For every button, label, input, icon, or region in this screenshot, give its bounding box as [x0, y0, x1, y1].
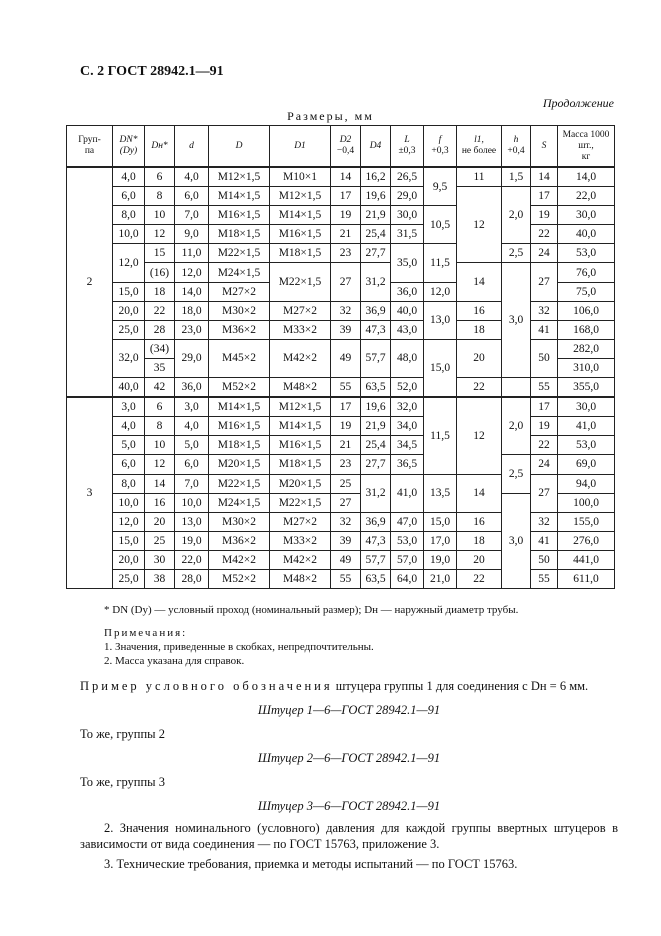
table-cell: 32,0: [113, 339, 145, 377]
table-cell: 50: [531, 339, 558, 377]
table-cell: 53,0: [391, 531, 424, 550]
table-cell: 18: [457, 320, 502, 339]
table-cell: 14,0: [175, 282, 209, 301]
col-dn: DN* (Dу): [113, 126, 145, 168]
table-cell: 1,5: [502, 167, 531, 187]
table-cell: 30,0: [558, 397, 615, 417]
table-cell: 25,0: [113, 320, 145, 339]
table-cell: 35,0: [391, 244, 424, 282]
table-cell: M16×1,5: [270, 436, 331, 455]
example-rest: штуцера группы 1 для соединения с Dн = 6 мм.: [335, 679, 589, 693]
table-cell: 6,0: [113, 455, 145, 474]
table-cell: 49: [331, 339, 361, 377]
table-row: [67, 397, 615, 417]
table-cell: 21,9: [361, 206, 391, 225]
table-cell: 13,0: [424, 301, 457, 339]
table-cell: 53,0: [558, 244, 615, 263]
table-cell: 41,0: [558, 417, 615, 436]
group-2-body: [67, 167, 615, 397]
table-cell: [502, 378, 531, 398]
table-cell: M33×2: [270, 531, 331, 550]
table-cell: 30,0: [558, 206, 615, 225]
table-row: [67, 339, 615, 358]
col-mass: Масса 1000 шт., кг: [558, 126, 615, 168]
group-label: 3: [67, 397, 113, 588]
table-row: [67, 244, 615, 263]
table-cell: 2,5: [502, 455, 531, 493]
table-cell: 69,0: [558, 455, 615, 474]
table-cell: 32: [531, 512, 558, 531]
table-cell: 32: [331, 301, 361, 320]
table-cell: M18×1,5: [270, 455, 331, 474]
table-cell: 39: [331, 320, 361, 339]
table-row: [67, 206, 615, 225]
col-group: Груп- па: [67, 126, 113, 168]
table-cell: M12×1,5: [209, 167, 270, 187]
group-3-body: [67, 397, 615, 588]
table-cell: M16×1,5: [209, 417, 270, 436]
col-L: L ±0,3: [391, 126, 424, 168]
table-cell: 15,0: [424, 339, 457, 397]
table-cell: 40,0: [558, 225, 615, 244]
table-cell: 8,0: [113, 474, 145, 493]
table-cell: 64,0: [391, 569, 424, 588]
table-cell: 3,0: [502, 493, 531, 588]
table-cell: M30×2: [209, 512, 270, 531]
table-cell: 36,9: [361, 301, 391, 320]
table-cell: 168,0: [558, 320, 615, 339]
table-cell: 34,5: [391, 436, 424, 455]
table-cell: 25: [331, 474, 361, 493]
table-cell: M45×2: [209, 339, 270, 377]
table-row: [67, 167, 615, 187]
table-cell: M42×2: [270, 339, 331, 377]
table-row: [67, 378, 615, 398]
table-cell: 31,2: [361, 474, 391, 512]
table-cell: 13,5: [424, 474, 457, 512]
table-cell: 24: [531, 244, 558, 263]
table-cell: 12,0: [424, 282, 457, 301]
table-cell: 32: [531, 301, 558, 320]
table-cell: 6,0: [175, 187, 209, 206]
table-cell: 10: [145, 206, 175, 225]
table-cell: 28,0: [175, 569, 209, 588]
table-cell: 12,0: [113, 512, 145, 531]
table-cell: 8,0: [113, 206, 145, 225]
table-row: [67, 187, 615, 206]
table-cell: 18,0: [175, 301, 209, 320]
table-cell: 14: [145, 474, 175, 493]
same-group-3: То же, группы 3: [80, 775, 165, 789]
table-cell: 12: [145, 455, 175, 474]
table-cell: 10,5: [424, 206, 457, 244]
table-cell: 52,0: [391, 378, 424, 398]
table-cell: 14: [331, 167, 361, 187]
table-cell: M14×1,5: [270, 417, 331, 436]
table-cell: 55: [331, 378, 361, 398]
table-cell: 19: [531, 417, 558, 436]
table-cell: 6: [145, 167, 175, 187]
table-row: [67, 320, 615, 339]
col-D: D: [209, 126, 270, 168]
table-cell: 27: [531, 474, 558, 512]
table-cell: 41: [531, 531, 558, 550]
table-cell: 15,0: [113, 282, 145, 301]
table-row: [67, 569, 615, 588]
table-cell: 25: [145, 531, 175, 550]
table-cell: 34,0: [391, 417, 424, 436]
table-cell: M10×1: [270, 167, 331, 187]
table-cell: M20×1,5: [270, 474, 331, 493]
table-cell: 5,0: [175, 436, 209, 455]
table-cell: 441,0: [558, 550, 615, 569]
table-cell: 9,5: [424, 167, 457, 206]
table-cell: 276,0: [558, 531, 615, 550]
table-cell: 63,5: [361, 378, 391, 398]
table-row: [67, 436, 615, 455]
dimensions-table: [66, 125, 615, 589]
col-S: S: [531, 126, 558, 168]
remarks: [104, 626, 620, 668]
table-cell: 28: [145, 320, 175, 339]
table-cell: 2,0: [502, 187, 531, 244]
remark-item: 1. Значения, приведенные в скобках, непредпочтительны.: [104, 641, 374, 653]
col-l1: l1, не более: [457, 126, 502, 168]
table-cell: 12: [145, 225, 175, 244]
table-cell: 19,6: [361, 187, 391, 206]
table-cell: 155,0: [558, 512, 615, 531]
table-cell: 57,7: [361, 339, 391, 377]
table-cell: 55: [331, 569, 361, 588]
table-cell: 23: [331, 244, 361, 263]
table-cell: 14: [531, 167, 558, 187]
remark-item: 2. Масса указана для справок.: [104, 655, 245, 667]
table-cell: M16×1,5: [209, 206, 270, 225]
table-cell: 3,0: [113, 397, 145, 417]
table-cell: M22×1,5: [270, 263, 331, 301]
table-cell: 8: [145, 417, 175, 436]
table-cell: 18: [457, 531, 502, 550]
table-cell: 12: [457, 187, 502, 263]
table-cell: 20,0: [113, 301, 145, 320]
table-cell: M22×1,5: [270, 493, 331, 512]
table-cell: 29,0: [391, 187, 424, 206]
table-cell: 15,0: [424, 512, 457, 531]
table-cell: 36,9: [361, 512, 391, 531]
table-cell: 27: [331, 493, 361, 512]
table-header: [67, 126, 615, 168]
col-D1: D1: [270, 126, 331, 168]
table-cell: M27×2: [270, 301, 331, 320]
table-cell: 21,0: [424, 569, 457, 588]
table-cell: 20,0: [113, 550, 145, 569]
table-row: [67, 417, 615, 436]
table-cell: 21,9: [361, 417, 391, 436]
table-cell: 22: [531, 225, 558, 244]
table-cell: 24: [531, 455, 558, 474]
table-cell: 4,0: [113, 167, 145, 187]
table-cell: M36×2: [209, 531, 270, 550]
table-row: [67, 301, 615, 320]
table-cell: 55: [531, 569, 558, 588]
table-cell: M14×1,5: [209, 187, 270, 206]
table-cell: 16: [457, 301, 502, 320]
table-cell: 40,0: [391, 301, 424, 320]
table-cell: 19: [331, 206, 361, 225]
group-label: 2: [67, 167, 113, 397]
table-cell: 94,0: [558, 474, 615, 493]
designation-1: Штуцер 1—6—ГОСТ 28942.1—91: [257, 703, 441, 717]
table-cell: M20×1,5: [209, 455, 270, 474]
table-cell: 22: [457, 569, 502, 588]
table-cell: 27: [331, 263, 361, 301]
table-cell: 106,0: [558, 301, 615, 320]
table-cell: (34): [145, 339, 175, 358]
table-cell: 36,0: [391, 282, 424, 301]
table-cell: 10,0: [113, 493, 145, 512]
table-cell: 11,5: [424, 397, 457, 474]
table-cell: 11: [457, 167, 502, 187]
table-cell: 19: [531, 206, 558, 225]
continuation-label: Продолжение: [542, 96, 614, 110]
table-cell: 611,0: [558, 569, 615, 588]
example-lead: Пример условного обозначения: [80, 679, 333, 693]
col-f: f +0,3: [424, 126, 457, 168]
table-cell: 10,0: [113, 225, 145, 244]
table-cell: 40,0: [113, 378, 145, 398]
table-cell: 29,0: [175, 339, 209, 377]
table-cell: 35: [145, 358, 175, 377]
table-cell: M48×2: [270, 569, 331, 588]
body-text: [80, 676, 618, 872]
table-cell: 7,0: [175, 474, 209, 493]
table-cell: M16×1,5: [270, 225, 331, 244]
table-cell: M36×2: [209, 320, 270, 339]
table-cell: 19: [331, 417, 361, 436]
table-cell: 38: [145, 569, 175, 588]
designation-2: Штуцер 2—6—ГОСТ 28942.1—91: [257, 751, 441, 765]
table-cell: 41,0: [391, 474, 424, 512]
col-D2: D2 −0,4: [331, 126, 361, 168]
table-row: [67, 263, 615, 282]
table-cell: 17,0: [424, 531, 457, 550]
table-row: [67, 512, 615, 531]
table-cell: M42×2: [270, 550, 331, 569]
table-cell: M12×1,5: [270, 397, 331, 417]
table-cell: 31,5: [391, 225, 424, 244]
table-cell: 19,6: [361, 397, 391, 417]
table-cell: 21: [331, 225, 361, 244]
table-cell: 27,7: [361, 455, 391, 474]
table-cell: 11,0: [175, 244, 209, 263]
table-cell: 2,5: [502, 244, 531, 263]
table-cell: M22×1,5: [209, 244, 270, 263]
table-cell: 10: [145, 436, 175, 455]
table-cell: M14×1,5: [209, 397, 270, 417]
table-cell: 18: [145, 282, 175, 301]
table-cell: 8: [145, 187, 175, 206]
page-header: С. 2 ГОСТ 28942.1—91: [80, 64, 224, 79]
table-cell: 14: [457, 263, 502, 301]
table-cell: 30,0: [391, 206, 424, 225]
table-cell: 12: [457, 397, 502, 474]
table-cell: 31,2: [361, 263, 391, 301]
table-cell: 19,0: [424, 550, 457, 569]
table-cell: 27: [531, 263, 558, 301]
table-cell: 17: [331, 187, 361, 206]
table-cell: 3,0: [175, 397, 209, 417]
table-cell: 16: [457, 512, 502, 531]
table-cell: M12×1,5: [270, 187, 331, 206]
same-group-2: То же, группы 2: [80, 727, 165, 741]
table-cell: 32,0: [391, 397, 424, 417]
table-cell: 15: [145, 244, 175, 263]
table-cell: 55: [531, 378, 558, 398]
table-cell: 48,0: [391, 339, 424, 377]
col-D4: D4: [361, 126, 391, 168]
table-cell: 36,0: [175, 378, 209, 398]
table-cell: 14: [457, 474, 502, 512]
table-cell: M18×1,5: [270, 244, 331, 263]
table-cell: 43,0: [391, 320, 424, 339]
table-cell: 49: [331, 550, 361, 569]
table-cell: 30: [145, 550, 175, 569]
table-cell: 22: [457, 378, 502, 398]
table-cell: 22: [531, 436, 558, 455]
table-cell: M24×1,5: [209, 493, 270, 512]
footnote: * DN (Dу) — условный проход (номинальный размер); Dн — наружный диаметр трубы.: [104, 604, 519, 616]
table-cell: M30×2: [209, 301, 270, 320]
table-cell: 13,0: [175, 512, 209, 531]
col-d: d: [175, 126, 209, 168]
table-cell: 6: [145, 397, 175, 417]
table-cell: 57,0: [391, 550, 424, 569]
table-cell: 22,0: [558, 187, 615, 206]
table-cell: 21: [331, 436, 361, 455]
table-cell: 6,0: [113, 187, 145, 206]
table-cell: 23,0: [175, 320, 209, 339]
table-cell: M18×1,5: [209, 436, 270, 455]
table-cell: 16: [145, 493, 175, 512]
table-cell: 25,4: [361, 225, 391, 244]
table-cell: 41: [531, 320, 558, 339]
table-cell: 11,5: [424, 244, 457, 282]
table-cell: 22,0: [175, 550, 209, 569]
table-cell: 20: [457, 550, 502, 569]
table-cell: 16,2: [361, 167, 391, 187]
table-cell: M24×1,5: [209, 263, 270, 282]
table-cell: 17: [331, 397, 361, 417]
table-cell: 22: [145, 301, 175, 320]
table-cell: 4,0: [113, 417, 145, 436]
table-cell: 100,0: [558, 493, 615, 512]
table-cell: 57,7: [361, 550, 391, 569]
table-cell: 47,0: [391, 512, 424, 531]
table-cell: 4,0: [175, 167, 209, 187]
table-cell: 32: [331, 512, 361, 531]
remarks-title: Примечания:: [104, 627, 188, 639]
table-cell: M27×2: [209, 282, 270, 301]
table-cell: 25,0: [113, 569, 145, 588]
table-cell: 76,0: [558, 263, 615, 282]
col-h: h +0,4: [502, 126, 531, 168]
table-cell: M52×2: [209, 378, 270, 398]
table-cell: 4,0: [175, 417, 209, 436]
table-cell: 17: [531, 187, 558, 206]
table-row: [67, 455, 615, 474]
table-row: [67, 474, 615, 493]
table-cell: 20: [457, 339, 502, 377]
table-cell: 75,0: [558, 282, 615, 301]
table-cell: 12,0: [175, 263, 209, 282]
example-line: [80, 676, 618, 696]
table-cell: 39: [331, 531, 361, 550]
table-cell: 50: [531, 550, 558, 569]
table-cell: 53,0: [558, 436, 615, 455]
table-cell: M33×2: [270, 320, 331, 339]
col-dh: Dн*: [145, 126, 175, 168]
table-cell: 3,0: [502, 263, 531, 378]
table-cell: 47,3: [361, 320, 391, 339]
designation-3: Штуцер 3—6—ГОСТ 28942.1—91: [257, 799, 441, 813]
table-cell: 20: [145, 512, 175, 531]
table-cell: 355,0: [558, 378, 615, 398]
table-cell: 10,0: [175, 493, 209, 512]
table-cell: M18×1,5: [209, 225, 270, 244]
table-cell: M52×2: [209, 569, 270, 588]
table-cell: M42×2: [209, 550, 270, 569]
table-cell: 17: [531, 397, 558, 417]
table-cell: 7,0: [175, 206, 209, 225]
table-cell: M14×1,5: [270, 206, 331, 225]
notes-section: [80, 602, 620, 668]
table-cell: M27×2: [270, 512, 331, 531]
table-cell: 6,0: [175, 455, 209, 474]
table-cell: 5,0: [113, 436, 145, 455]
table-cell: 15,0: [113, 531, 145, 550]
paragraph-3: 3. Технические требования, приемка и методы испытаний — по ГОСТ 15763.: [104, 857, 518, 871]
table-cell: 36,5: [391, 455, 424, 474]
paragraph-2: 2. Значения номинального (условного) давления для каждой группы ввертных штуцеров в зависимости от вида соединения — по ГОСТ 15763, приложение 3.: [80, 821, 618, 851]
table-cell: 12,0: [113, 244, 145, 282]
table-cell: 63,5: [361, 569, 391, 588]
table-cell: 9,0: [175, 225, 209, 244]
table-row: [67, 531, 615, 550]
table-caption: Размеры, мм: [287, 109, 374, 123]
table-cell: 282,0: [558, 339, 615, 358]
table-cell: 23: [331, 455, 361, 474]
table-cell: 19,0: [175, 531, 209, 550]
table-cell: 47,3: [361, 531, 391, 550]
table-cell: 25,4: [361, 436, 391, 455]
table-cell: (16): [145, 263, 175, 282]
table-cell: 310,0: [558, 358, 615, 377]
table-cell: 2,0: [502, 397, 531, 455]
table-cell: 27,7: [361, 244, 391, 263]
table-row: [67, 550, 615, 569]
table-cell: M22×1,5: [209, 474, 270, 493]
table-row: [67, 225, 615, 244]
table-cell: M48×2: [270, 378, 331, 398]
table-cell: 14,0: [558, 167, 615, 187]
table-cell: 26,5: [391, 167, 424, 187]
table-cell: 42: [145, 378, 175, 398]
